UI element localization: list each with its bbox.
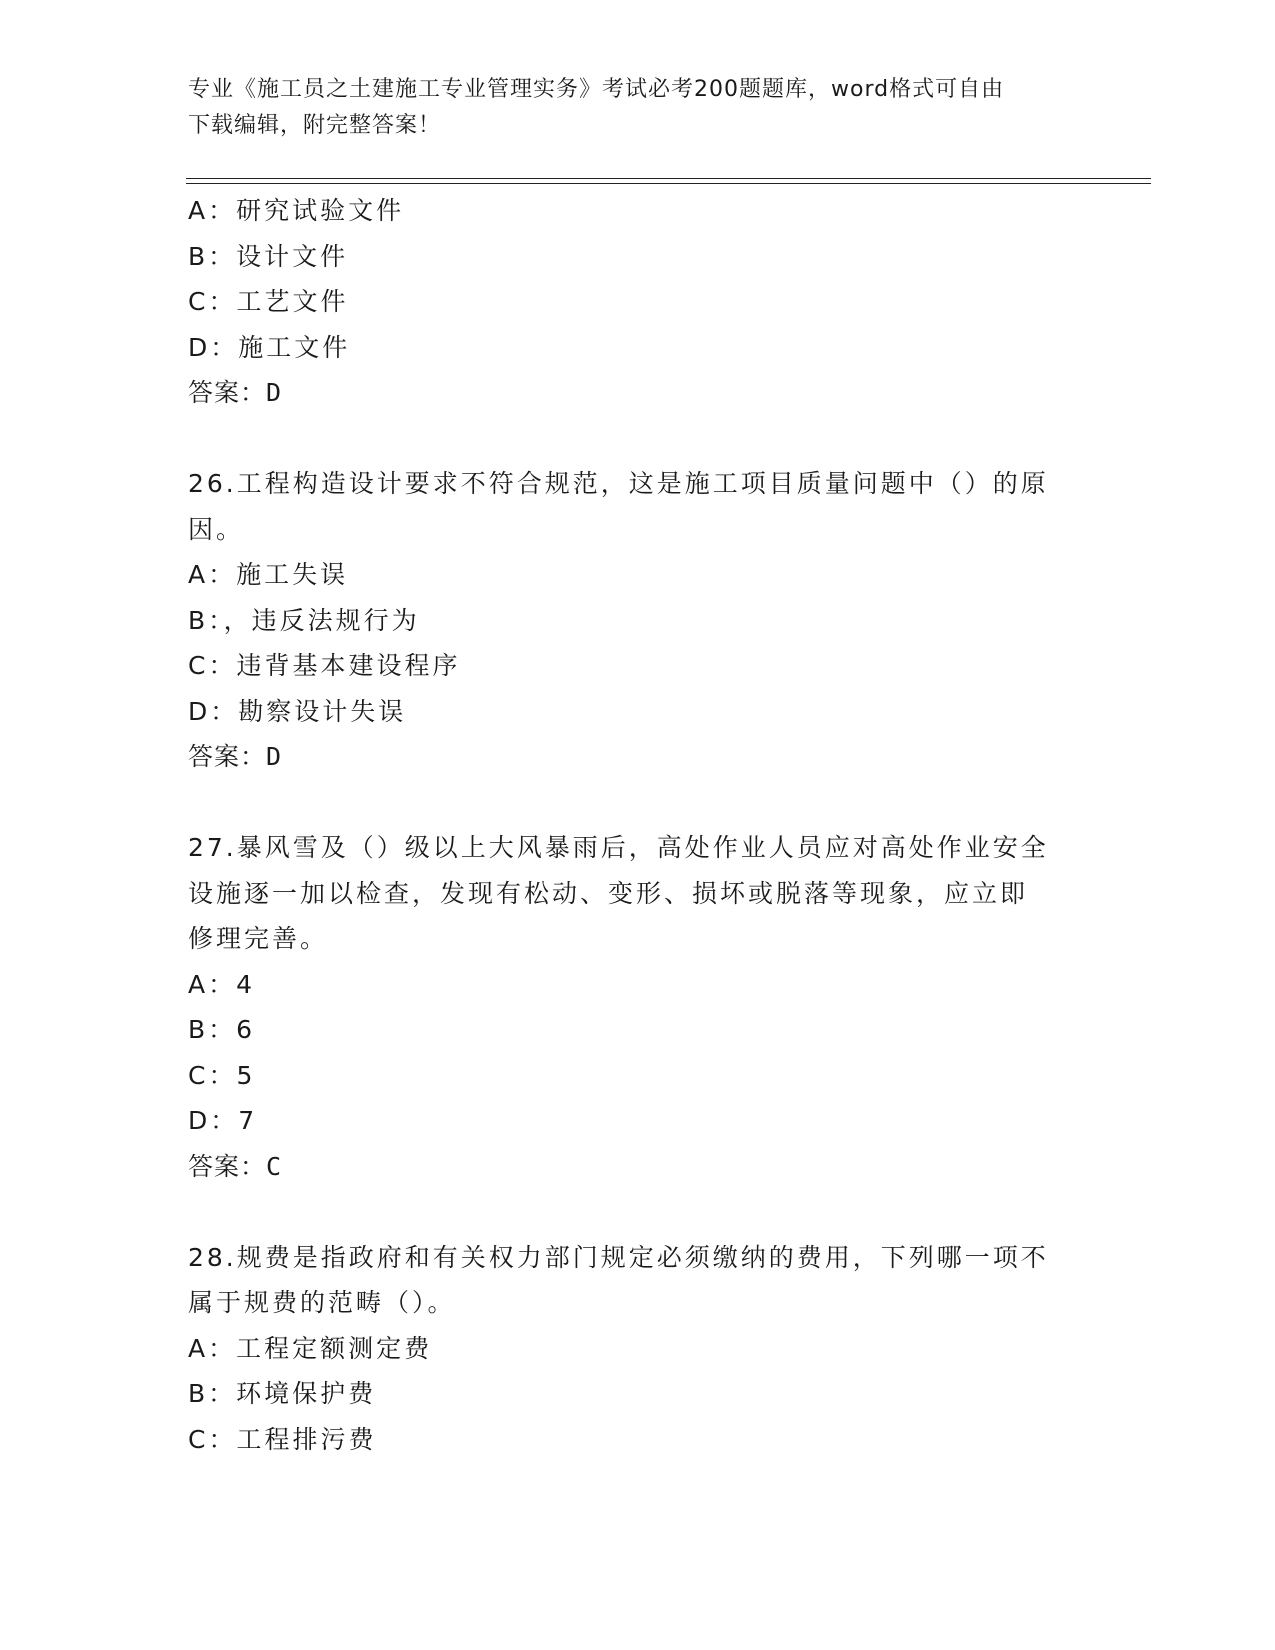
question-text-line: 属于规费的范畴（）。 <box>188 1288 456 1317</box>
header-divider-top <box>186 178 1151 179</box>
answer: 答案：C <box>188 1151 283 1181</box>
question-27 <box>188 825 1068 1189</box>
question-text-line: 28.规费是指政府和有关权力部门规定必须缴纳的费用，下列哪一项不 <box>188 1242 1049 1272</box>
question-text-line: 因。 <box>188 514 245 544</box>
header-line-2: 下载编辑，附完整答案！ <box>188 113 442 138</box>
question-text-line: 27.暴风雪及（）级以上大风暴雨后，高处作业人员应对高处作业安全 <box>188 833 1049 862</box>
question-28 <box>188 1235 1068 1463</box>
option-b: B：6 <box>188 1015 256 1044</box>
option-d: D：施工文件 <box>188 332 351 362</box>
option-d: D：勘察设计失误 <box>188 696 407 726</box>
option-a: A：工程定额测定费 <box>188 1333 433 1363</box>
option-c: C：工艺文件 <box>188 287 349 316</box>
question-25 <box>188 188 1068 416</box>
option-b: B：设计文件 <box>188 241 349 271</box>
option-c: C：5 <box>188 1060 256 1090</box>
option-b: B：环境保护费 <box>188 1379 377 1408</box>
document-header <box>188 72 1068 144</box>
question-list <box>188 188 1068 1462</box>
option-a: A：研究试验文件 <box>188 196 405 225</box>
option-a: A：4 <box>188 969 256 999</box>
option-c: C：工程排污费 <box>188 1424 377 1454</box>
answer: 答案：D <box>188 378 283 407</box>
option-a: A：施工失误 <box>188 560 349 589</box>
option-b: B：，违反法规行为 <box>188 605 420 635</box>
option-d: D：7 <box>188 1106 258 1135</box>
question-26 <box>188 461 1068 780</box>
header-divider-bottom <box>186 183 1151 184</box>
question-text-line: 26.工程构造设计要求不符合规范，这是施工项目质量问题中（）的原 <box>188 469 1049 498</box>
question-text-line: 修理完善。 <box>188 924 329 953</box>
header-line-1: 专业《施工员之土建施工专业管理实务》考试必考200题题库，word格式可自由 <box>188 77 1005 102</box>
question-text-line: 设施逐一加以检查，发现有松动、变形、损坏或脱落等现象，应立即 <box>188 878 1029 908</box>
option-c: C：违背基本建设程序 <box>188 651 461 680</box>
answer: 答案：D <box>188 742 283 771</box>
